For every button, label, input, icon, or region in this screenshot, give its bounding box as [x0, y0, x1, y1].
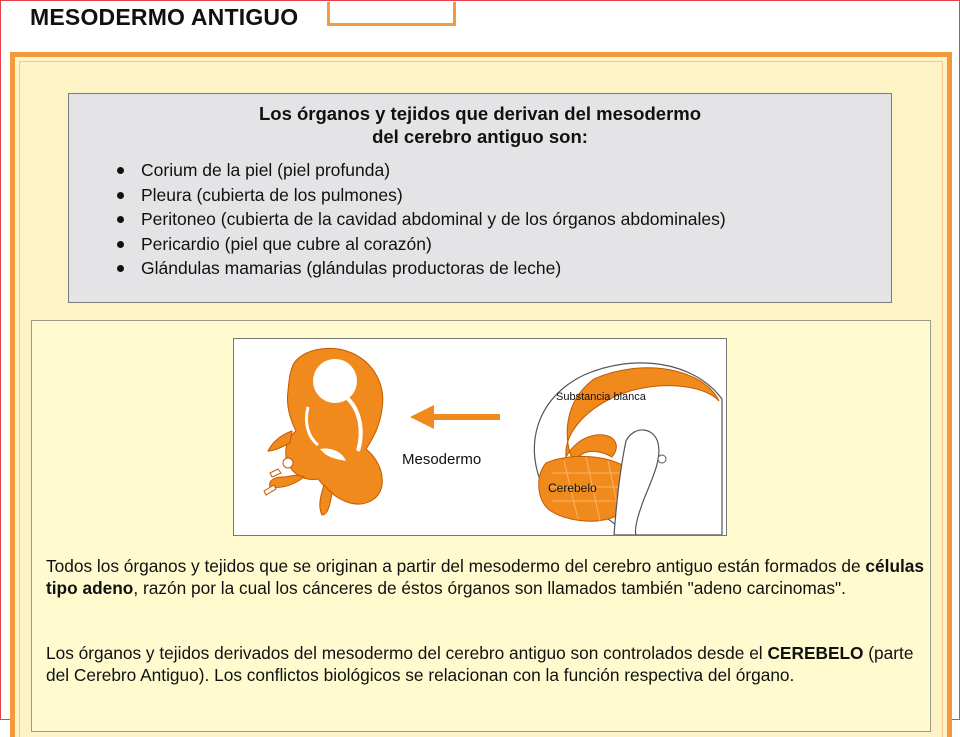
- paragraph-cerebelo: [46, 643, 926, 686]
- organ-list: [69, 158, 891, 281]
- organ-list-heading: [69, 102, 891, 148]
- embryo-illustration: [264, 348, 383, 515]
- arrow-left-icon: [410, 405, 500, 429]
- title-decoration-box: [327, 2, 456, 26]
- label-cerebelo: Cerebelo: [548, 481, 597, 495]
- label-mesodermo: Mesodermo: [402, 451, 482, 468]
- list-item: Peritoneo (cubierta de la cavidad abdominal y de los órganos abdominales): [141, 207, 891, 232]
- label-substancia-blanca: Substancia blanca: [556, 391, 646, 403]
- list-item: Pleura (cubierta de los pulmones): [141, 183, 891, 208]
- list-item: Glándulas mamarias (glándulas productoras de leche): [141, 256, 891, 281]
- paragraph-adeno-bold: células tipo adeno: [46, 556, 925, 598]
- organ-list-heading-line1: Los órganos y tejidos que derivan del mesodermo: [258, 103, 702, 124]
- list-item: Corium de la piel (piel profunda): [141, 158, 891, 183]
- embryo-brain-figure: [233, 338, 727, 536]
- paragraph-adeno: [46, 556, 926, 599]
- paragraph-cerebelo-bold: CEREBELO: [767, 643, 864, 663]
- list-item: Pericardio (piel que cubre al corazón): [141, 232, 891, 257]
- brain-illustration: [534, 363, 722, 535]
- paragraph-adeno-text2: , razón por la cual los cánceres de éstos órganos son llamados también "adeno carcinomas".: [133, 577, 846, 598]
- organ-list-heading-line2: del cerebro antiguo son:: [372, 126, 588, 147]
- paragraph-cerebelo-text2: (parte del Cerebro Antiguo). Los conflictos biológicos se relacionan con la función respectiva del órgano.: [46, 643, 914, 685]
- page-title: MESODERMO ANTIGUO: [30, 4, 299, 30]
- organ-list-box: [68, 93, 892, 303]
- paragraph-adeno-text1: Todos los órganos y tejidos que se originan a partir del mesodermo del cerebro antiguo están formados de: [46, 556, 866, 576]
- figure-illustration: [234, 339, 726, 535]
- paragraph-cerebelo-text1: Los órganos y tejidos derivados del mesodermo del cerebro antiguo son controlados desde el: [46, 643, 768, 663]
